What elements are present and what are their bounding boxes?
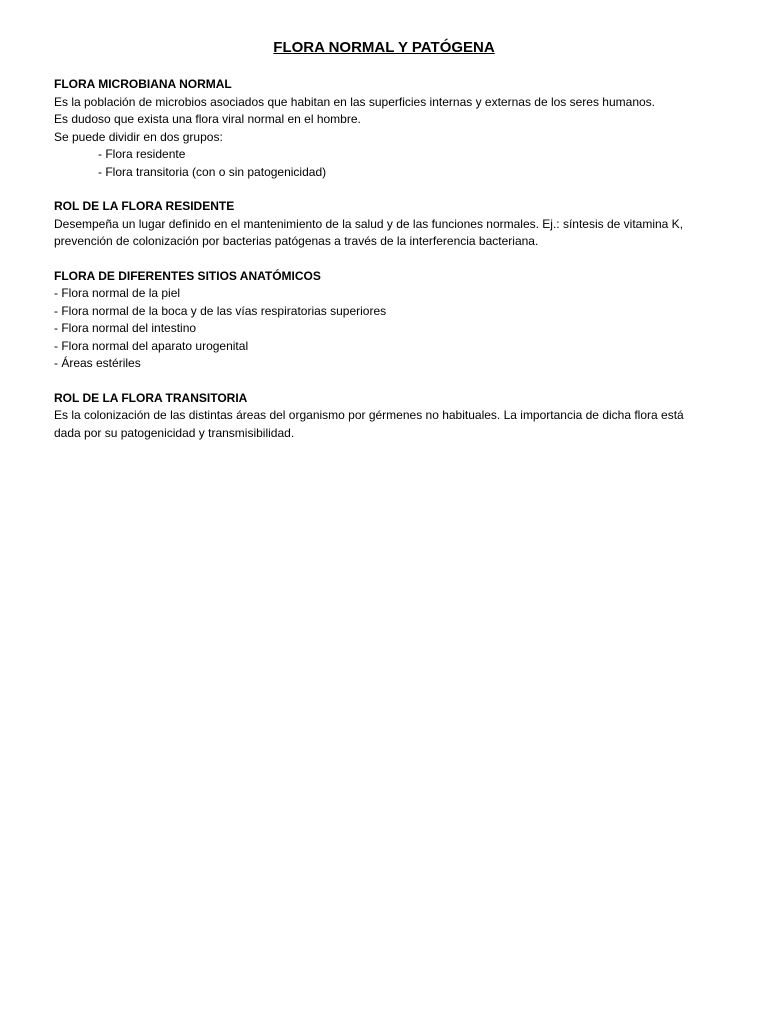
paragraph-line: Es la colonización de las distintas áreas del organismo por gérmenes no habituales. La importancia de dicha flora está <box>54 408 684 422</box>
section-heading: ROL DE LA FLORA TRANSITORIA <box>54 390 248 405</box>
paragraph-line: dada por su patogenicidad y transmisibilidad. <box>54 425 295 440</box>
section-heading: ROL DE LA FLORA RESIDENTE <box>54 199 235 213</box>
text-line: Se puede dividir en dos grupos: <box>54 129 223 144</box>
section-rol-flora-transitoria <box>54 390 714 443</box>
section-heading: FLORA MICROBIANA NORMAL <box>54 77 232 91</box>
text-line: Es la población de microbios asociados que habitan en las superficies internas y externas de los seres humanos. <box>54 94 656 109</box>
paragraph-line: Desempeña un lugar definido en el mantenimiento de la salud y de las funciones normales. Ej.: síntesis de vitamina K, <box>54 216 684 231</box>
section-flora-microbiana-normal <box>54 76 714 181</box>
text-line: Es dudoso que exista una flora viral normal en el hombre. <box>54 112 361 126</box>
list-item: - Flora normal del aparato urogenital <box>54 338 249 353</box>
list-item: - Flora transitoria (con o sin patogenicidad) <box>98 164 327 179</box>
list-item: - Flora normal del intestino <box>54 321 197 335</box>
section-rol-flora-residente <box>54 198 714 251</box>
paragraph-line: prevención de colonización por bacterias patógenas a través de la interferencia bacteriana. <box>54 234 539 248</box>
list-item: - Áreas estériles <box>54 356 141 370</box>
section-heading: FLORA DE DIFERENTES SITIOS ANATÓMICOS <box>54 268 321 283</box>
list-item: - Flora normal de la boca y de las vías respiratorias superiores <box>54 303 387 318</box>
document-title: FLORA NORMAL Y PATÓGENA <box>273 39 495 56</box>
list-item: - Flora residente <box>98 147 186 161</box>
list-item: - Flora normal de la piel <box>54 286 181 300</box>
section-flora-sitios-anatomicos <box>54 268 714 373</box>
